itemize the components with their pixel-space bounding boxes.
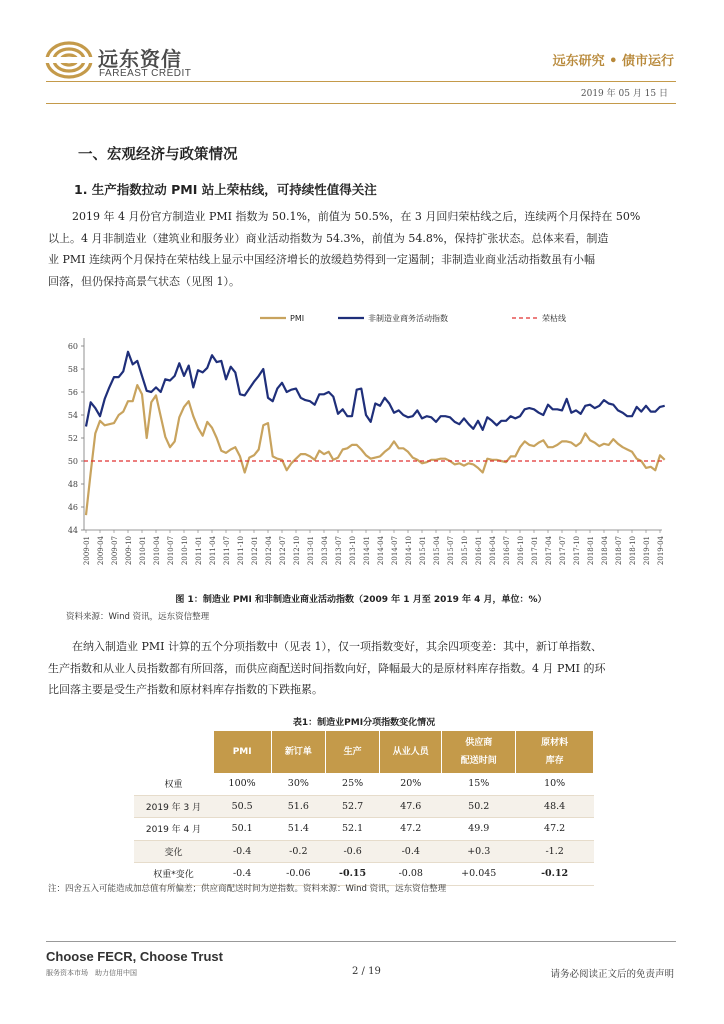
table-cell: +0.3 bbox=[442, 840, 516, 863]
x-tick-label: 2015-07 bbox=[447, 536, 455, 566]
legend-label: 荣枯线 bbox=[542, 314, 566, 323]
pmi-subindex-table bbox=[134, 731, 594, 886]
table-row-label: 变化 bbox=[134, 840, 213, 863]
x-tick-label: 2014-04 bbox=[377, 536, 385, 566]
table-cell: 50.1 bbox=[213, 818, 271, 841]
y-tick-label: 50 bbox=[67, 457, 78, 466]
header-section: 远东研究 • 债市运行 bbox=[552, 54, 674, 69]
x-tick-label: 2009-01 bbox=[83, 536, 91, 566]
y-tick-label: 54 bbox=[67, 411, 78, 420]
x-tick-label: 2018-10 bbox=[629, 536, 637, 566]
header-divider-2 bbox=[46, 103, 676, 104]
x-tick-label: 2015-01 bbox=[419, 536, 427, 566]
x-tick-label: 2012-01 bbox=[251, 536, 259, 566]
table-header-cell bbox=[213, 731, 271, 773]
table-header-text: PMI bbox=[232, 747, 252, 757]
table-cell: 50.2 bbox=[442, 795, 516, 818]
paragraph-line: 业 PMI 连续两个月保持在荣枯线上显示中国经济增长的放缓趋势得到一定遏制；非制造业商业活动指数虽有小幅 bbox=[48, 253, 595, 266]
report-date: 2019 年 05 月 15 日 bbox=[580, 89, 668, 99]
table-cell: -0.2 bbox=[271, 840, 325, 863]
table-header-cell bbox=[325, 731, 379, 773]
y-tick-label: 56 bbox=[67, 388, 78, 397]
table-cell: 48.4 bbox=[516, 795, 594, 818]
y-tick-label: 48 bbox=[67, 480, 78, 489]
table-row-label: 权重 bbox=[134, 773, 213, 795]
table-row-label: 权重*变化 bbox=[134, 863, 213, 886]
table-cell: 52.1 bbox=[325, 818, 379, 841]
x-tick-label: 2011-01 bbox=[195, 536, 203, 566]
x-tick-label: 2013-01 bbox=[307, 536, 315, 566]
x-tick-label: 2018-04 bbox=[601, 536, 609, 566]
paragraph-line: 以上。4 月非制造业（建筑业和服务业）商业活动指数为 54.3%，前值为 54.8%，保持扩张状态。总体来看，制造 bbox=[48, 231, 609, 245]
table-title: 表1：制造业PMI分项指数变化情况 bbox=[292, 718, 436, 728]
y-tick-label: 60 bbox=[67, 342, 78, 351]
table-header-cell bbox=[271, 731, 325, 773]
table-cell: 47.6 bbox=[380, 795, 442, 818]
x-tick-label: 2013-04 bbox=[321, 536, 329, 566]
series-line-non-manufacturing bbox=[86, 352, 665, 430]
x-tick-label: 2016-01 bbox=[475, 536, 483, 566]
x-tick-label: 2012-10 bbox=[293, 536, 301, 566]
x-tick-label: 2016-10 bbox=[517, 536, 525, 566]
table-cell: 47.2 bbox=[516, 818, 594, 841]
x-tick-label: 2017-10 bbox=[573, 536, 581, 566]
table-cell: +0.045 bbox=[442, 863, 516, 886]
x-tick-label: 2016-04 bbox=[489, 536, 497, 566]
table-row-label: 2019 年 4 月 bbox=[134, 818, 213, 841]
table-row bbox=[134, 818, 594, 841]
logo-name-cn: 远东资信 bbox=[98, 47, 182, 71]
footer-slogan-en: Choose FECR, Choose Trust bbox=[46, 949, 223, 964]
table-cell: -0.4 bbox=[380, 840, 442, 863]
x-tick-label: 2014-10 bbox=[405, 536, 413, 566]
x-tick-label: 2010-01 bbox=[139, 536, 147, 566]
x-tick-label: 2017-04 bbox=[545, 536, 553, 566]
figure-source: 资料来源：Wind 资讯，远东资信整理 bbox=[66, 612, 210, 622]
paragraph-2 bbox=[48, 636, 680, 701]
logo-name-en: FAREAST CREDIT bbox=[99, 68, 192, 79]
table-cell: 25% bbox=[325, 773, 379, 795]
table-header-text: 从业人员 bbox=[392, 747, 429, 757]
paragraph-line: 生产指数和从业人员指数都有所回落，而供应商配送时间指数向好，降幅最大的是原材料库存指数。4 月 PMI 的环 bbox=[48, 661, 606, 675]
table-cell: -1.2 bbox=[516, 840, 594, 863]
logo-icon bbox=[44, 40, 94, 80]
table-cell: -0.4 bbox=[213, 863, 271, 886]
x-tick-label: 2013-10 bbox=[349, 536, 357, 566]
table-row bbox=[134, 773, 594, 795]
table-cell: 100% bbox=[213, 773, 271, 795]
table-cell: 51.6 bbox=[271, 795, 325, 818]
table-header-cell bbox=[134, 731, 213, 773]
table-cell: -0.4 bbox=[213, 840, 271, 863]
x-tick-label: 2019-04 bbox=[657, 536, 665, 566]
x-tick-label: 2011-10 bbox=[237, 536, 245, 566]
table-cell: -0.06 bbox=[271, 863, 325, 886]
paragraph-line: 回落，但仍保持高景气状态（见图 1）。 bbox=[48, 274, 240, 288]
table-cell: 47.2 bbox=[380, 818, 442, 841]
table-header-cell bbox=[380, 731, 442, 773]
table-cell: 51.4 bbox=[271, 818, 325, 841]
y-tick-label: 44 bbox=[67, 526, 78, 535]
x-tick-label: 2009-07 bbox=[111, 536, 119, 566]
table-note: 注：四舍五入可能造成加总值有所偏差；供应商配送时间为逆指数。资料来源：Wind 资讯，远东资信整理 bbox=[48, 884, 447, 894]
table-header-text: 新订单 bbox=[284, 747, 312, 757]
x-tick-label: 2014-01 bbox=[363, 536, 371, 566]
table-header-cell bbox=[442, 731, 516, 773]
table-cell: 10% bbox=[516, 773, 594, 795]
table-cell: 30% bbox=[271, 773, 325, 795]
legend-label: 非制造业商务活动指数 bbox=[368, 314, 448, 323]
x-tick-label: 2015-04 bbox=[433, 536, 441, 566]
table-header-text: 原材料 bbox=[541, 738, 569, 748]
x-tick-label: 2013-07 bbox=[335, 536, 343, 566]
x-tick-label: 2010-07 bbox=[167, 536, 175, 566]
x-tick-label: 2015-10 bbox=[461, 536, 469, 566]
table-cell: 50.5 bbox=[213, 795, 271, 818]
x-tick-label: 2009-10 bbox=[125, 536, 133, 566]
x-tick-label: 2009-04 bbox=[97, 536, 105, 566]
table-header-text: 供应商 bbox=[465, 738, 493, 748]
y-tick-label: 46 bbox=[67, 503, 78, 512]
table-cell: -0.15 bbox=[325, 863, 379, 886]
y-tick-label: 52 bbox=[67, 434, 78, 443]
x-tick-label: 2014-07 bbox=[391, 536, 399, 566]
table-cell: -0.08 bbox=[380, 863, 442, 886]
x-tick-label: 2017-07 bbox=[559, 536, 567, 566]
table-header-text: 生产 bbox=[343, 747, 362, 757]
x-tick-label: 2018-01 bbox=[587, 536, 595, 566]
footer-disclaimer: 请务必阅读正文后的免责声明 bbox=[550, 969, 674, 980]
table-header-text: 库存 bbox=[545, 756, 564, 766]
x-tick-label: 2012-07 bbox=[279, 536, 287, 566]
legend-label: PMI bbox=[290, 314, 305, 323]
footer-divider bbox=[46, 941, 676, 942]
table-header-text: 配送时间 bbox=[460, 756, 497, 766]
x-tick-label: 2011-04 bbox=[209, 536, 217, 566]
table-cell: 20% bbox=[380, 773, 442, 795]
table-cell: 49.9 bbox=[442, 818, 516, 841]
table-row-label: 2019 年 3 月 bbox=[134, 795, 213, 818]
x-tick-label: 2018-07 bbox=[615, 536, 623, 566]
table-header-cell bbox=[516, 731, 594, 773]
x-tick-label: 2010-04 bbox=[153, 536, 161, 566]
table-cell: -0.6 bbox=[325, 840, 379, 863]
x-tick-label: 2019-01 bbox=[643, 536, 651, 566]
table-cell: -0.12 bbox=[516, 863, 594, 886]
paragraph-line: 比回落主要是受生产指数和原材料库存指数的下跌拖累。 bbox=[48, 683, 323, 696]
x-tick-label: 2011-07 bbox=[223, 536, 231, 566]
figure-caption: 图 1：制造业 PMI 和非制造业商业活动指数（2009 年 1 月至 2019 年 4 月，单位：%） bbox=[175, 595, 547, 605]
x-tick-label: 2017-01 bbox=[531, 536, 539, 566]
x-tick-label: 2010-10 bbox=[181, 536, 189, 566]
page-number: 2 / 19 bbox=[352, 966, 381, 977]
section-title: 一、宏观经济与政策情况 bbox=[78, 147, 238, 163]
footer-slogan-cn: 服务资本市场 助力信用中国 bbox=[46, 969, 137, 977]
table-row bbox=[134, 795, 594, 818]
paragraph-line: 2019 年 4 月份官方制造业 PMI 指数为 50.1%，前值为 50.5%，在 3 月回归荣枯线之后，连续两个月保持在 50% bbox=[72, 210, 641, 223]
table-cell: 52.7 bbox=[325, 795, 379, 818]
header-divider bbox=[46, 81, 676, 82]
x-tick-label: 2012-04 bbox=[265, 536, 273, 566]
pmi-line-chart bbox=[44, 300, 680, 584]
table-row bbox=[134, 840, 594, 863]
x-tick-label: 2016-07 bbox=[503, 536, 511, 566]
subsection-title: 1. 生产指数拉动 PMI 站上荣枯线，可持续性值得关注 bbox=[74, 182, 377, 197]
paragraph-line: 在纳入制造业 PMI 计算的五个分项指数中（见表 1），仅一项指数变好，其余四项变差：其中，新订单指数、 bbox=[72, 640, 602, 653]
table-cell: 15% bbox=[442, 773, 516, 795]
paragraph-1 bbox=[48, 206, 680, 292]
y-tick-label: 58 bbox=[67, 365, 78, 374]
table-header-row bbox=[134, 731, 594, 773]
